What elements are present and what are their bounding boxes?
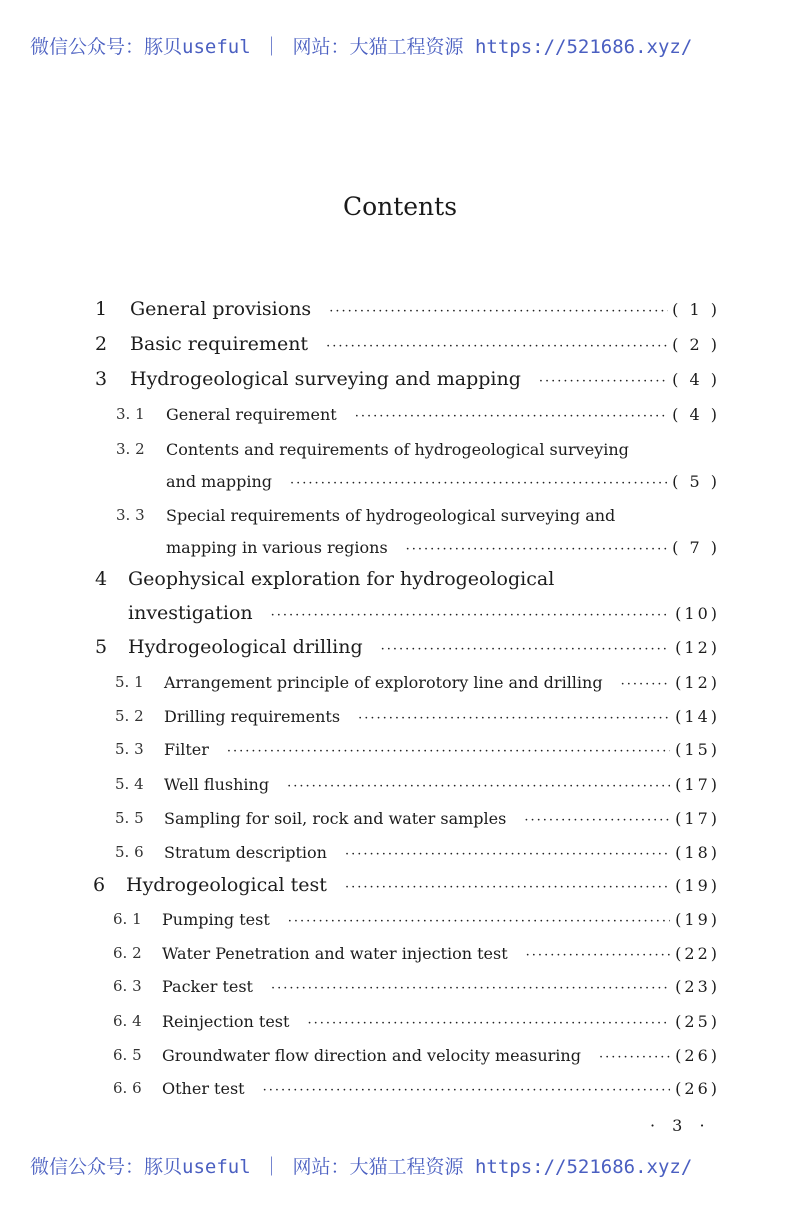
toc-entry-5-1[interactable]: [0, 673, 800, 707]
toc-label: Filter: [164, 740, 209, 759]
toc-label: General provisions: [130, 298, 312, 320]
toc-label: Sampling for soil, rock and water samples: [164, 809, 507, 828]
toc-page: (19): [675, 876, 720, 895]
toc-page: ( 5 ): [672, 472, 720, 491]
toc-number: 5. 3: [115, 740, 144, 758]
toc-label: and mapping: [166, 472, 273, 491]
toc-entry-2[interactable]: [0, 333, 800, 367]
toc-entry-6-5[interactable]: [0, 1046, 800, 1080]
toc-entry-4[interactable]: [0, 568, 800, 636]
toc-number: 6: [93, 874, 106, 896]
leader-dots: [227, 744, 670, 759]
page-number: · 3 ·: [650, 1116, 711, 1135]
toc-label: mapping in various regions: [166, 538, 388, 557]
toc-number: 5. 6: [115, 843, 144, 861]
toc-number: 6. 4: [113, 1012, 142, 1030]
toc-page: (18): [675, 843, 720, 862]
toc-number: 6. 1: [113, 910, 142, 928]
toc-page: ( 2 ): [672, 335, 720, 354]
toc-label: Water Penetration and water injection test: [162, 944, 508, 963]
toc-page: (19): [675, 910, 720, 929]
toc-entry-6-2[interactable]: [0, 944, 800, 978]
toc-number: 5. 1: [115, 673, 144, 691]
toc-label: Hydrogeological test: [126, 874, 327, 896]
toc-page: (14): [675, 707, 720, 726]
toc-entry-5-3[interactable]: [0, 740, 800, 774]
toc-page: (22): [675, 944, 720, 963]
toc-page: ( 7 ): [672, 538, 720, 557]
toc-page: (17): [675, 775, 720, 794]
leader-dots: [355, 409, 668, 424]
toc-label: Arrangement principle of explorotory line and drilling: [164, 673, 603, 692]
toc-entry-3[interactable]: [0, 368, 800, 402]
toc-page: (12): [675, 673, 720, 692]
watermark-bottom: 微信公众号：豚贝useful ｜ 网站：大猫工程资源 https://521686.xyz/: [30, 1156, 693, 1178]
toc-label-line1: Special requirements of hydrogeological surveying and: [166, 506, 616, 525]
leader-dots: [539, 374, 668, 389]
toc-number: 5. 2: [115, 707, 144, 725]
leader-dots: [621, 677, 670, 692]
toc-label: Drilling requirements: [164, 707, 341, 726]
toc-page: ( 4 ): [672, 370, 720, 389]
leader-dots: [307, 1016, 670, 1031]
toc-number: 3. 2: [116, 440, 145, 458]
toc-entry-6-3[interactable]: [0, 977, 800, 1011]
leader-dots: [599, 1050, 670, 1065]
leader-dots: [345, 847, 670, 862]
toc-page: ( 4 ): [672, 405, 720, 424]
toc-number: 1: [95, 298, 108, 320]
toc-page: ( 1 ): [672, 300, 720, 319]
toc-label: Hydrogeological surveying and mapping: [130, 368, 521, 390]
toc-label: Well flushing: [164, 775, 270, 794]
leader-dots: [345, 880, 670, 895]
toc-page: (26): [675, 1046, 720, 1065]
toc-label: Hydrogeological drilling: [128, 636, 363, 658]
toc-label: Pumping test: [162, 910, 270, 929]
leader-dots: [381, 642, 670, 657]
toc-number: 6. 5: [113, 1046, 142, 1064]
toc-entry-3-1[interactable]: [0, 405, 800, 439]
toc-entry-6-4[interactable]: [0, 1012, 800, 1046]
toc-label: General requirement: [166, 405, 337, 424]
leader-dots: [271, 981, 670, 996]
leader-dots: [526, 948, 670, 963]
toc-label: Reinjection test: [162, 1012, 290, 1031]
toc-number: 6. 2: [113, 944, 142, 962]
toc-entry-1[interactable]: [0, 298, 800, 332]
toc-label: Basic requirement: [130, 333, 309, 355]
toc-entry-5[interactable]: [0, 636, 800, 670]
toc-label: Groundwater flow direction and velocity measuring: [162, 1046, 581, 1065]
toc-page: (12): [675, 638, 720, 657]
toc-entry-5-2[interactable]: [0, 707, 800, 741]
toc-number: 3: [95, 368, 108, 390]
toc-label: Stratum description: [164, 843, 327, 862]
toc-page: (25): [675, 1012, 720, 1031]
toc-number: 6. 3: [113, 977, 142, 995]
toc-page: (17): [675, 809, 720, 828]
toc-label-line1: Geophysical exploration for hydrogeological: [128, 568, 555, 590]
page-title: Contents: [342, 192, 458, 221]
toc-number: 5. 4: [115, 775, 144, 793]
leader-dots: [329, 304, 668, 319]
toc-page: (23): [675, 977, 720, 996]
toc-page: (10): [675, 604, 720, 623]
leader-dots: [290, 476, 668, 491]
toc-entry-3-2[interactable]: [0, 440, 800, 504]
toc-label: Packer test: [162, 977, 253, 996]
toc-page: (26): [675, 1079, 720, 1098]
toc-number: 3. 3: [116, 506, 145, 524]
toc-label-line1: Contents and requirements of hydrogeological surveying: [166, 440, 629, 459]
toc-number: 5. 5: [115, 809, 144, 827]
toc-number: 2: [95, 333, 108, 355]
toc-page: (15): [675, 740, 720, 759]
toc-label: investigation: [128, 602, 253, 624]
toc-number: 3. 1: [116, 405, 145, 423]
leader-dots: [287, 779, 670, 794]
toc-label: Other test: [162, 1079, 245, 1098]
toc-number: 5: [95, 636, 108, 658]
toc-number: 6. 6: [113, 1079, 142, 1097]
leader-dots: [406, 542, 669, 557]
leader-dots: [326, 339, 668, 354]
toc-entry-5-4[interactable]: [0, 775, 800, 809]
toc-number: 4: [95, 568, 108, 590]
leader-dots: [263, 1083, 670, 1098]
watermark-top: 微信公众号：豚贝useful ｜ 网站：大猫工程资源 https://521686.xyz/: [30, 36, 693, 58]
leader-dots: [524, 813, 670, 828]
toc-entry-6-1[interactable]: [0, 910, 800, 944]
toc-entry-5-6[interactable]: [0, 843, 800, 877]
leader-dots: [358, 711, 670, 726]
toc-entry-3-3[interactable]: [0, 506, 800, 570]
leader-dots: [271, 608, 670, 623]
toc-entry-6[interactable]: [0, 874, 800, 908]
leader-dots: [288, 914, 670, 929]
toc-entry-5-5[interactable]: [0, 809, 800, 843]
toc-entry-6-6[interactable]: [0, 1079, 800, 1113]
